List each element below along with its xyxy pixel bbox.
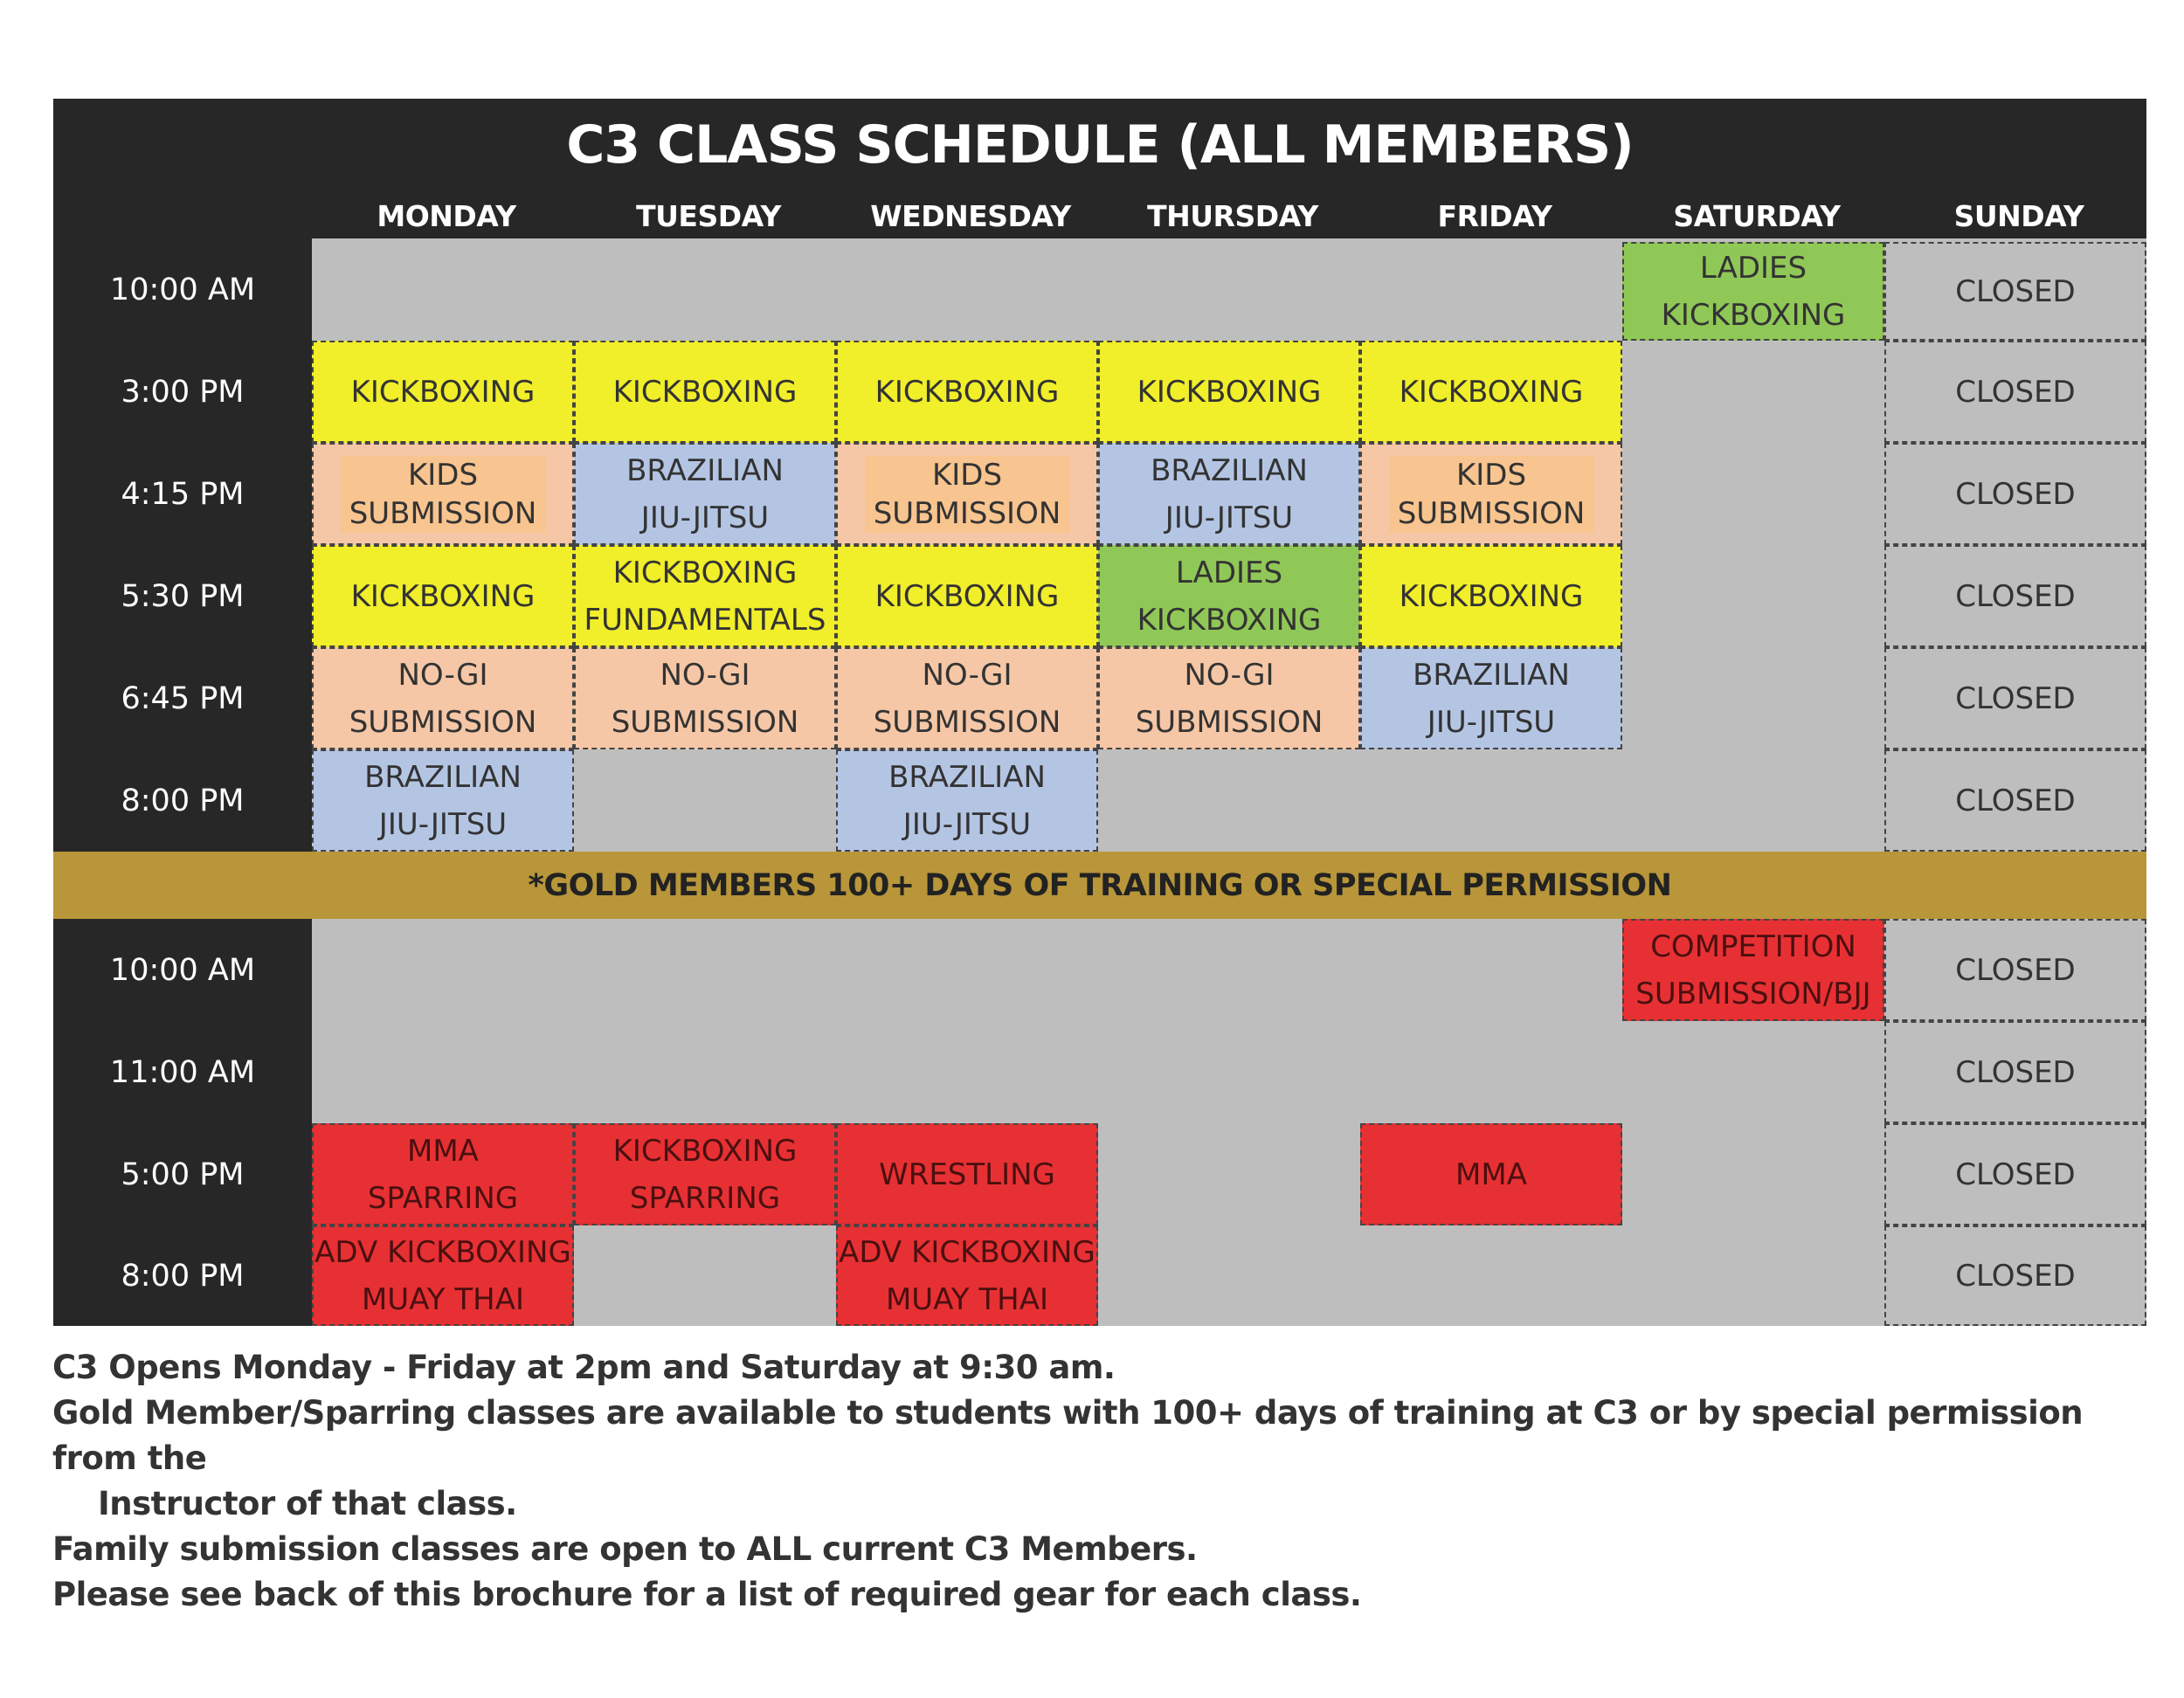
class-label: CLOSED: [1955, 374, 2076, 410]
day-header-thursday: THURSDAY: [1147, 199, 1318, 233]
time-label: 8:00 PM: [121, 783, 245, 818]
class-label: WRESTLING: [879, 1156, 1055, 1192]
day-header-wednesday: WEDNESDAY: [870, 199, 1071, 233]
time-label: 6:45 PM: [121, 680, 245, 716]
class-cell: [836, 1225, 1098, 1326]
time-label: 10:00 AM: [109, 272, 256, 307]
class-cell: [1360, 647, 1622, 749]
class-label: NO-GI SUBMISSION: [873, 657, 1061, 740]
class-label: CLOSED: [1955, 476, 2076, 512]
schedule-notes: [52, 1345, 2149, 1618]
class-cell: [1098, 341, 1360, 443]
class-label: COMPETITION SUBMISSION/BJJ: [1635, 928, 1871, 1011]
class-cell: [574, 443, 836, 545]
time-label: 11:00 AM: [109, 1054, 256, 1090]
class-cell: [312, 341, 574, 443]
class-label: KICKBOXING: [1137, 374, 1322, 410]
class-label: BRAZILIAN JIU-JITSU: [1413, 657, 1570, 740]
class-cell: [1098, 443, 1360, 545]
closed-cell: [1884, 1225, 2146, 1326]
class-cell: [574, 341, 836, 443]
day-header-tuesday: TUESDAY: [636, 199, 781, 233]
note-line: Please see back of this brochure for a list of required gear for each class.: [52, 1576, 1362, 1613]
note-line: C3 Opens Monday - Friday at 2pm and Saturday at 9:30 am.: [52, 1349, 1116, 1386]
class-cell: [1098, 647, 1360, 749]
time-label: 3:00 PM: [121, 374, 245, 410]
class-label: ADV KICKBOXING MUAY THAI: [839, 1234, 1095, 1317]
note-line: Gold Member/Sparring classes are available to students with 100+ days of training at C3 or by special permission from the: [52, 1394, 2084, 1477]
class-label: KICKBOXING FUNDAMENTALS: [584, 555, 826, 638]
class-label: MMA: [1455, 1156, 1527, 1192]
class-label: KICKBOXING: [1399, 374, 1584, 410]
time-label: 5:00 PM: [121, 1156, 245, 1192]
schedule-title: C3 CLASS SCHEDULE (ALL MEMBERS): [566, 114, 1634, 176]
class-label: KICKBOXING: [612, 374, 798, 410]
day-header-friday: FRIDAY: [1437, 199, 1552, 233]
class-label: CLOSED: [1955, 952, 2076, 988]
class-label: KICKBOXING: [350, 578, 536, 614]
class-label: CLOSED: [1955, 578, 2076, 614]
class-cell: [312, 749, 574, 852]
gold-members-banner: *GOLD MEMBERS 100+ DAYS OF TRAINING OR SPECIAL PERMISSION: [53, 852, 2146, 919]
closed-cell: [1884, 1021, 2146, 1123]
class-label: BRAZILIAN JIU-JITSU: [888, 759, 1046, 842]
closed-cell: [1884, 545, 2146, 647]
day-header-sunday: SUNDAY: [1953, 199, 2084, 233]
class-label: CLOSED: [1955, 1054, 2076, 1090]
closed-cell: [1884, 749, 2146, 852]
class-cell: [312, 647, 574, 749]
class-cell: [836, 443, 1098, 545]
closed-cell: [1884, 1123, 2146, 1225]
class-cell: [312, 1225, 574, 1326]
class-label: CLOSED: [1955, 273, 2076, 309]
class-label: CLOSED: [1955, 680, 2076, 716]
class-label: LADIES KICKBOXING: [1137, 555, 1322, 638]
class-cell: [836, 647, 1098, 749]
class-cell: [574, 545, 836, 647]
time-label: 8:00 PM: [121, 1258, 245, 1294]
class-cell: [312, 443, 574, 545]
class-cell: [1622, 242, 1884, 341]
closed-cell: [1884, 919, 2146, 1021]
class-cell: [1622, 919, 1884, 1021]
class-label: BRAZILIAN JIU-JITSU: [626, 452, 784, 535]
class-label: KIDS SUBMISSION: [865, 456, 1070, 533]
note-line: Family submission classes are open to ALL current C3 Members.: [52, 1530, 1198, 1568]
class-cell: [1360, 1123, 1622, 1225]
class-label: NO-GI SUBMISSION: [611, 657, 799, 740]
class-cell: [1360, 443, 1622, 545]
class-cell: [1360, 341, 1622, 443]
schedule-table: [53, 99, 2146, 1326]
note-line: Instructor of that class.: [98, 1485, 517, 1522]
class-cell: [1098, 545, 1360, 647]
class-label: BRAZILIAN JIU-JITSU: [1151, 452, 1308, 535]
day-header-saturday: SATURDAY: [1673, 199, 1841, 233]
time-label: 5:30 PM: [121, 578, 245, 614]
class-label: KICKBOXING: [874, 374, 1060, 410]
class-label: NO-GI SUBMISSION: [349, 657, 537, 740]
class-label: KICKBOXING: [350, 374, 536, 410]
closed-cell: [1884, 647, 2146, 749]
class-cell: [312, 1123, 574, 1225]
class-cell: [836, 749, 1098, 852]
class-label: KIDS SUBMISSION: [1389, 456, 1594, 533]
class-label: CLOSED: [1955, 1156, 2076, 1192]
closed-cell: [1884, 242, 2146, 341]
class-label: LADIES KICKBOXING: [1661, 250, 1846, 333]
class-cell: [836, 545, 1098, 647]
time-label: 4:15 PM: [121, 476, 245, 512]
class-label: ADV KICKBOXING MUAY THAI: [314, 1234, 571, 1317]
class-cell: [312, 545, 574, 647]
class-label: KICKBOXING: [1399, 578, 1584, 614]
class-label: KICKBOXING SPARRING: [612, 1133, 798, 1216]
class-label: KICKBOXING: [874, 578, 1060, 614]
day-header-monday: MONDAY: [377, 199, 516, 233]
closed-cell: [1884, 443, 2146, 545]
class-cell: [1360, 545, 1622, 647]
class-label: CLOSED: [1955, 1258, 2076, 1294]
class-cell: [836, 341, 1098, 443]
class-cell: [836, 1123, 1098, 1225]
class-label: BRAZILIAN JIU-JITSU: [364, 759, 522, 842]
class-cell: [574, 647, 836, 749]
time-label: 10:00 AM: [109, 952, 256, 988]
closed-cell: [1884, 341, 2146, 443]
class-label: MMA SPARRING: [367, 1133, 519, 1216]
class-label: KIDS SUBMISSION: [341, 456, 546, 533]
class-label: NO-GI SUBMISSION: [1135, 657, 1324, 740]
class-cell: [574, 1123, 836, 1225]
class-label: CLOSED: [1955, 783, 2076, 818]
